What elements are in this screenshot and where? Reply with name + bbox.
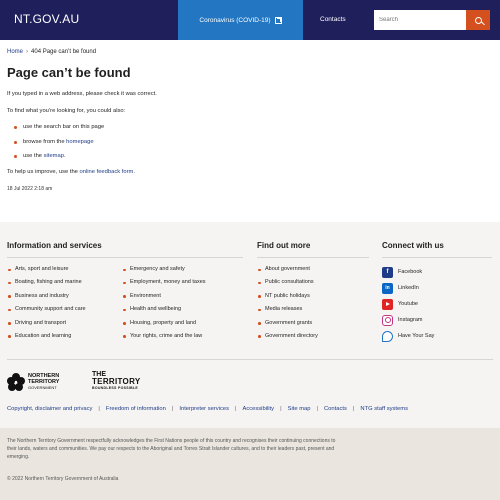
desert-rose-icon (7, 373, 25, 391)
footer-link[interactable]: Emergency and safety (122, 266, 206, 279)
footer-link[interactable]: Government directory (257, 333, 318, 346)
footer-link[interactable]: Education and learning (7, 333, 86, 346)
info-services-heading: Information and services (7, 241, 102, 250)
social-link-instagram[interactable]: Instagram (382, 312, 434, 328)
social-link-have-your-say[interactable]: Have Your Say (382, 328, 434, 344)
footer-link[interactable]: Environment (122, 293, 206, 306)
staff-systems-link[interactable]: NTG staff systems (360, 406, 408, 412)
foi-link[interactable]: Freedom of information (105, 406, 166, 412)
nt-logo-text: NORTHERN TERRITORY GOVERNMENT (28, 373, 60, 390)
suggestion-list (14, 124, 104, 168)
find-out-more-list (257, 266, 318, 346)
breadcrumb (7, 49, 96, 55)
external-link-icon (275, 17, 282, 24)
contacts-link[interactable]: Contacts (320, 16, 346, 23)
sitemap-footer-link[interactable]: Site map (287, 406, 311, 412)
nt-government-logo[interactable] (7, 369, 77, 395)
feedback-text: To help us improve, use the online feedback form. (7, 169, 135, 175)
footer-link[interactable]: Community support and care (7, 306, 86, 319)
divider (257, 257, 369, 258)
divider (7, 257, 243, 258)
accessibility-link[interactable]: Accessibility (242, 406, 275, 412)
acknowledgement-text: The Northern Territory Government respectfully acknowledges the First Nations people of this country and recognises their continuing connections to their lands, waters and communities. We pay our respects to the Aboriginal and Torres Strait Islander cultures, and to their leaders past, present and emerging. (7, 438, 336, 461)
list-item: browse from the homepage (14, 139, 104, 145)
footer-legal-links: Copyright, disclaimer and privacy | Freedom of information | Interpreter services | Accessibility | Site map | Contacts | NTG staff systems (7, 406, 408, 412)
divider (382, 257, 492, 258)
social-link-facebook[interactable]: f Facebook (382, 264, 434, 280)
linkedin-icon: in (382, 283, 393, 294)
footer-link[interactable]: Employment, money and taxes (122, 279, 206, 292)
covid-link-label: Coronavirus (COVID-19) (199, 16, 271, 24)
divider (7, 359, 493, 360)
footer-link[interactable]: Boating, fishing and marine (7, 279, 86, 292)
sitemap-link[interactable]: sitemap (43, 153, 64, 159)
interpreter-link[interactable]: Interpreter services (179, 406, 229, 412)
chevron-right-icon: › (26, 49, 29, 55)
footer-link[interactable]: Driving and transport (7, 320, 86, 333)
social-link-linkedin[interactable]: in LinkedIn (382, 280, 434, 296)
footer-link[interactable]: Arts, sport and leisure (7, 266, 86, 279)
social-list (382, 264, 434, 344)
info-services-list-2 (122, 266, 206, 346)
footer-link[interactable]: Public consultations (257, 279, 318, 292)
footer-link[interactable]: Media releases (257, 306, 318, 319)
info-services-list-1 (7, 266, 86, 346)
covid-link[interactable] (178, 0, 303, 40)
facebook-icon: f (382, 267, 393, 278)
footer-link[interactable]: Government grants (257, 320, 318, 333)
youtube-icon (382, 299, 393, 310)
homepage-link[interactable]: homepage (66, 138, 94, 145)
footer-link[interactable]: Your rights, crime and the law (122, 333, 206, 346)
page-title: Page can’t be found (7, 65, 131, 80)
find-out-more-heading: Find out more (257, 241, 311, 250)
the-territory-logo[interactable]: THE TERRITORY BOUNDLESS POSSIBLE (92, 371, 141, 390)
connect-heading: Connect with us (382, 241, 444, 250)
last-updated-date: 18 Jul 2022 2:18 am (7, 186, 53, 192)
contacts-footer-link[interactable]: Contacts (324, 406, 347, 412)
copyright-text: © 2022 Northern Territory Government of Australia (7, 476, 119, 482)
footer-link[interactable]: Health and wellbeing (122, 306, 206, 319)
list-item: use the sitemap. (14, 153, 104, 159)
footer-link[interactable]: NT public holidays (257, 293, 318, 306)
social-link-youtube[interactable]: Youtube (382, 296, 434, 312)
list-item: use the search bar on this page (14, 124, 104, 130)
intro-text: If you typed in a web address, please check it was correct. (7, 91, 157, 97)
copyright-link[interactable]: Copyright, disclaimer and privacy (7, 406, 93, 412)
footer-link[interactable]: Business and industry (7, 293, 86, 306)
breadcrumb-home[interactable]: Home (7, 49, 24, 55)
suggestion-text: To find what you’re looking for, you could also: (7, 108, 126, 114)
speech-bubble-icon (382, 331, 393, 342)
footer-link[interactable]: Housing, property and land (122, 320, 206, 333)
footer-link[interactable]: About government (257, 266, 318, 279)
search-icon (475, 17, 482, 24)
site-header (0, 0, 500, 40)
search-input[interactable] (374, 10, 466, 30)
search-button[interactable] (466, 10, 490, 30)
feedback-form-link[interactable]: online feedback form. (79, 169, 135, 175)
instagram-icon (382, 315, 393, 326)
breadcrumb-current: 404 Page can’t be found (31, 49, 97, 55)
site-logo[interactable]: NT.GOV.AU (14, 12, 80, 26)
